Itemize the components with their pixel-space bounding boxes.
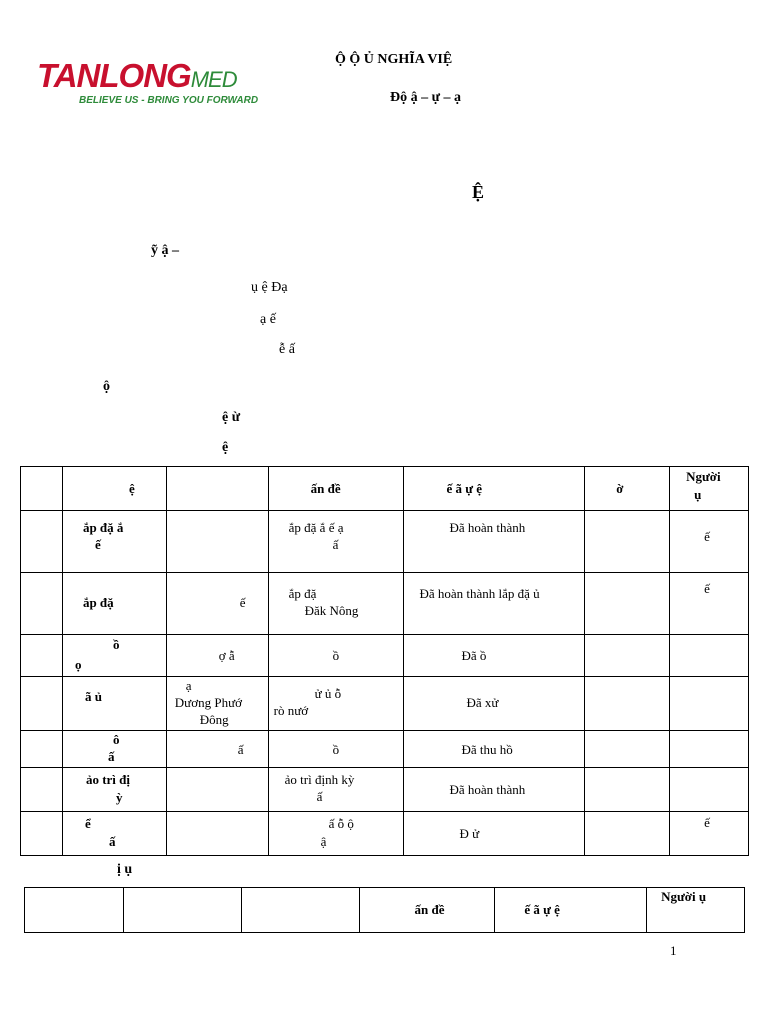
work-log-table [20,466,749,856]
header-line-1: Ộ Ộ Ủ NGHĨA VIỆ [335,52,453,67]
plan-table [24,887,745,933]
section-heading-1: ộ [103,379,110,394]
logo-wordmark: TANLONGMED [37,57,237,94]
body-line-2: ụ ệ Đạ [251,280,288,295]
table-row: ể ấ ấ ỗ ộ ậ Đ ử ế [21,812,749,856]
header-cell [21,467,63,511]
table-row: ồ ọ ợ ẫ ồ Đã ồ [21,635,749,677]
body-line-3: ạ ế [260,312,276,327]
table-row: ắp đặ ắ ế ắp đặ ắ ế ạ ấ Đã hoàn thành ế [21,511,749,573]
header-cell: Người ụ [670,467,749,511]
body-line-4: ễ ấ [279,342,295,357]
header-line-2: Độ ậ – ự – ạ [390,90,462,105]
body-line-5: ệ ừ [222,410,241,425]
body-line-6: ệ [222,440,229,455]
header-cell: ấn đề [268,467,404,511]
header-cell: ế ã ự ệ [404,467,585,511]
logo-tagline: BELIEVE US - BRING YOU FORWARD [79,95,259,106]
header-cell [166,467,268,511]
section-heading-2: ị ụ [117,862,133,877]
table-header-row: ấn đề ế ã ự ệ Người ụ [25,888,745,933]
company-logo [37,58,282,113]
table-row: ã ủ ạ Dương Phướ Đông ử ủ ỗ rò nướ Đã xử [21,677,749,731]
header-cell: ệ [62,467,166,511]
table-row: ô ấ ấ ồ Đã thu hồ [21,731,749,768]
page-number: 1 [670,943,677,958]
header-cell: ờ [585,467,670,511]
table-row: ắp đặ ế ắp đặ Đăk Nông Đã hoàn thành lắp đặ ủ ế [21,573,749,635]
table-header-row [21,467,749,511]
document-title: Ệ [472,182,485,202]
table-row: ảo trì đị ỳ ảo trì định kỳ ấ Đã hoàn thành [21,768,749,812]
body-line-1: ỹ ậ – [151,243,179,258]
